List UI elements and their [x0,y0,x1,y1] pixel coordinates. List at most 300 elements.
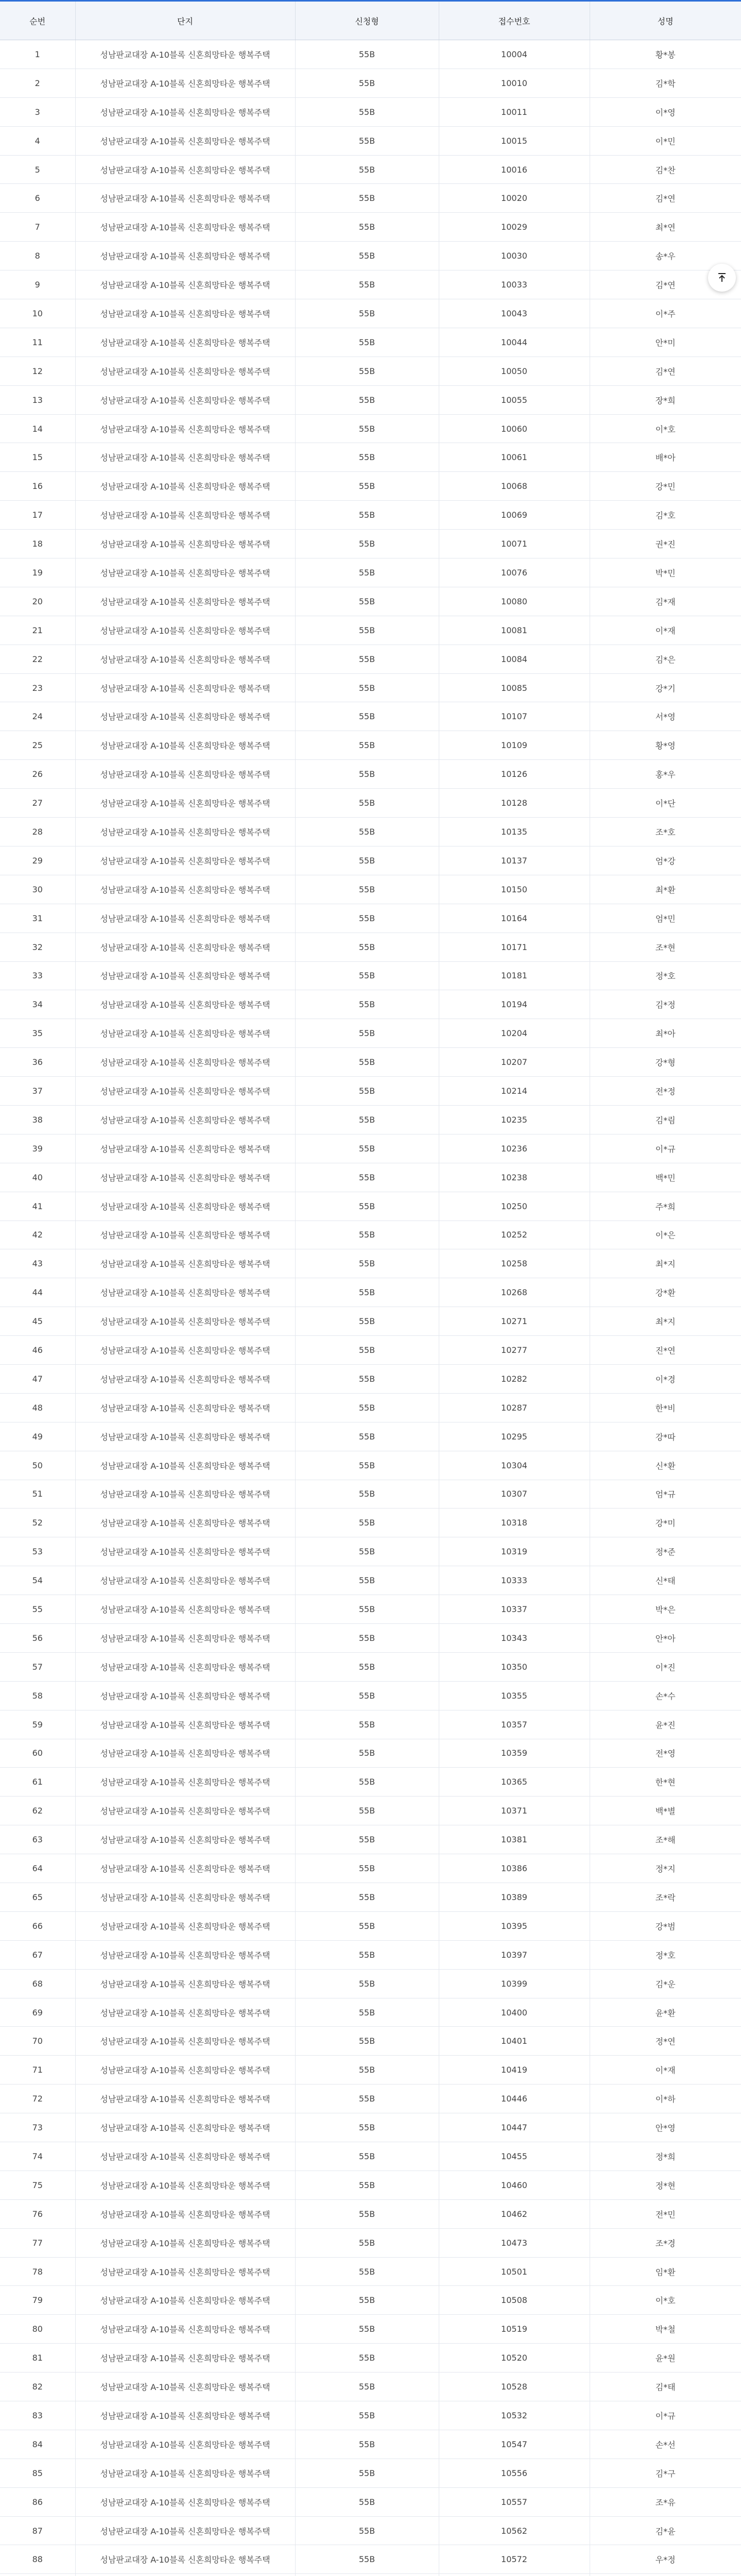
cell-complex: 성남판교대장 A-10블록 신혼희망타운 행복주택 [75,587,295,616]
table-row [0,1249,741,1278]
cell-no: 77 [0,2228,75,2257]
cell-type: 55B [295,97,439,126]
column-header-complex: 단지 [75,1,295,40]
cell-no: 54 [0,1566,75,1595]
cell-type: 55B [295,530,439,558]
cell-type [295,2574,439,2576]
cell-receipt: 10050 [439,357,590,385]
cell-complex [75,2574,295,2576]
cell-receipt: 10508 [439,2286,590,2315]
cell-no: 51 [0,1480,75,1509]
cell-type: 55B [295,1509,439,1537]
cell-name: 이*민 [590,126,741,155]
cell-no: 86 [0,2487,75,2516]
table-row [0,443,741,472]
cell-type: 55B [295,2459,439,2487]
cell-no: 75 [0,2171,75,2199]
cell-type: 55B [295,760,439,789]
table-row [0,990,741,1019]
cell-complex: 성남판교대장 A-10블록 신혼희망타운 행복주택 [75,1537,295,1566]
cell-complex: 성남판교대장 A-10블록 신혼희망타운 행복주택 [75,1105,295,1134]
table-row [0,1623,741,1652]
cell-name: 이*단 [590,789,741,818]
cell-complex: 성남판교대장 A-10블록 신혼희망타운 행복주택 [75,1623,295,1652]
cell-receipt: 10109 [439,731,590,760]
cell-name: 김*태 [590,2372,741,2401]
cell-name: 장*희 [590,385,741,414]
cell-no: 29 [0,846,75,875]
cell-no: 36 [0,1048,75,1077]
table-row [0,213,741,242]
cell-name: 박*철 [590,2315,741,2344]
table-row [0,2315,741,2344]
cell-receipt: 10268 [439,1278,590,1307]
cell-complex: 성남판교대장 A-10블록 신혼희망타운 행복주택 [75,1998,295,2027]
cell-type: 55B [295,1451,439,1480]
table-row [0,1278,741,1307]
cell-name: 조*해 [590,1825,741,1854]
cell-complex: 성남판교대장 A-10블록 신혼희망타운 행복주택 [75,616,295,645]
cell-name: 이*규 [590,1134,741,1163]
cell-complex: 성남판교대장 A-10블록 신혼희망타운 행복주택 [75,1768,295,1797]
cell-no: 65 [0,1883,75,1912]
cell-no: 76 [0,2199,75,2228]
cell-receipt: 10501 [439,2257,590,2286]
cell-complex: 성남판교대장 A-10블록 신혼희망타운 행복주택 [75,1509,295,1537]
cell-complex: 성남판교대장 A-10블록 신혼희망타운 행복주택 [75,97,295,126]
cell-receipt: 10473 [439,2228,590,2257]
table-row [0,702,741,731]
cell-receipt: 10011 [439,97,590,126]
cell-complex: 성남판교대장 A-10블록 신혼희망타운 행복주택 [75,530,295,558]
table-row [0,2574,741,2576]
cell-name: 강*기 [590,673,741,702]
table-row [0,242,741,270]
cell-type: 55B [295,1537,439,1566]
cell-type: 55B [295,2430,439,2459]
cell-type: 55B [295,1336,439,1365]
cell-receipt: 10337 [439,1595,590,1624]
cell-complex: 성남판교대장 A-10블록 신혼희망타운 행복주택 [75,846,295,875]
cell-receipt: 10562 [439,2516,590,2545]
cell-no: 38 [0,1105,75,1134]
cell-type: 55B [295,2257,439,2286]
table-row [0,1307,741,1336]
cell-type: 55B [295,155,439,184]
cell-no: 30 [0,875,75,904]
cell-complex: 성남판교대장 A-10블록 신혼희망타운 행복주택 [75,1364,295,1393]
cell-name: 엄*강 [590,846,741,875]
cell-no: 21 [0,616,75,645]
cell-receipt [439,2574,590,2576]
cell-complex: 성남판교대장 A-10블록 신혼희망타운 행복주택 [75,1134,295,1163]
table-row [0,1048,741,1077]
table-row [0,1134,741,1163]
cell-no: 52 [0,1509,75,1537]
cell-name: 강*민 [590,472,741,501]
table-row [0,1940,741,1969]
table-header-row [0,1,741,40]
cell-name: 이*재 [590,2056,741,2084]
cell-receipt: 10135 [439,818,590,846]
table-row [0,2286,741,2315]
table-row [0,2142,741,2171]
cell-receipt: 10061 [439,443,590,472]
cell-type: 55B [295,1192,439,1221]
table-row [0,155,741,184]
scroll-to-top-button[interactable] [708,264,736,292]
cell-complex: 성남판교대장 A-10블록 신혼희망타운 행복주택 [75,1883,295,1912]
table-row [0,501,741,530]
table-row [0,846,741,875]
cell-receipt: 10350 [439,1652,590,1681]
cell-complex: 성남판교대장 A-10블록 신혼희망타운 행복주택 [75,1566,295,1595]
table-row [0,1019,741,1048]
cell-name: 우*정 [590,2545,741,2574]
cell-type: 55B [295,1249,439,1278]
table-row [0,1797,741,1825]
cell-complex: 성남판교대장 A-10블록 신혼희망타운 행복주택 [75,213,295,242]
table-row [0,2430,741,2459]
cell-receipt: 10084 [439,645,590,673]
cell-complex: 성남판교대장 A-10블록 신혼희망타운 행복주택 [75,242,295,270]
cell-no: 39 [0,1134,75,1163]
cell-receipt: 10319 [439,1537,590,1566]
cell-receipt: 10071 [439,530,590,558]
cell-receipt: 10164 [439,904,590,933]
table-row [0,2027,741,2056]
cell-receipt: 10359 [439,1739,590,1768]
cell-type: 55B [295,1134,439,1163]
cell-no: 8 [0,242,75,270]
cell-complex: 성남판교대장 A-10블록 신혼희망타운 행복주택 [75,1336,295,1365]
cell-complex: 성남판교대장 A-10블록 신혼희망타운 행복주택 [75,2459,295,2487]
cell-name: 조*유 [590,2487,741,2516]
cell-complex: 성남판교대장 A-10블록 신혼희망타운 행복주택 [75,1451,295,1480]
cell-receipt: 10519 [439,2315,590,2344]
cell-name: 이*영 [590,97,741,126]
cell-no: 67 [0,1940,75,1969]
table-row [0,1768,741,1797]
cell-type: 55B [295,1739,439,1768]
cell-complex: 성남판교대장 A-10블록 신혼희망타운 행복주택 [75,1940,295,1969]
table-row [0,2171,741,2199]
cell-complex: 성남판교대장 A-10블록 신혼희망타운 행복주택 [75,357,295,385]
cell-complex: 성남판교대장 A-10블록 신혼희망타운 행복주택 [75,472,295,501]
cell-complex: 성남판교대장 A-10블록 신혼희망타운 행복주택 [75,2430,295,2459]
cell-no: 78 [0,2257,75,2286]
table-row [0,731,741,760]
cell-no: 85 [0,2459,75,2487]
cell-receipt: 10010 [439,69,590,97]
cell-no: 56 [0,1623,75,1652]
cell-complex: 성남판교대장 A-10블록 신혼희망타운 행복주택 [75,501,295,530]
cell-type: 55B [295,184,439,213]
cell-complex: 성남판교대장 A-10블록 신혼희망타운 행복주택 [75,1911,295,1940]
cell-type: 55B [295,1393,439,1422]
cell-no: 22 [0,645,75,673]
cell-no: 59 [0,1710,75,1739]
cell-type: 55B [295,645,439,673]
table-row [0,1336,741,1365]
table-row [0,961,741,990]
table-row [0,673,741,702]
cell-name: 이*규 [590,2401,741,2430]
cell-complex: 성남판교대장 A-10블록 신혼희망타운 행복주택 [75,385,295,414]
cell-name: 임*환 [590,2257,741,2286]
cell-name: 박*민 [590,558,741,587]
cell-complex: 성남판교대장 A-10블록 신혼희망타운 행복주택 [75,1854,295,1883]
cell-no: 3 [0,97,75,126]
cell-receipt: 10207 [439,1048,590,1077]
cell-type: 55B [295,1825,439,1854]
cell-complex: 성남판교대장 A-10블록 신혼희망타운 행복주택 [75,1480,295,1509]
table-row [0,1509,741,1537]
table-row [0,2372,741,2401]
cell-receipt: 10076 [439,558,590,587]
cell-complex: 성남판교대장 A-10블록 신혼희망타운 행복주택 [75,1652,295,1681]
table-row [0,2516,741,2545]
cell-complex: 성남판교대장 A-10블록 신혼희망타운 행복주택 [75,760,295,789]
cell-receipt: 10520 [439,2344,590,2372]
cell-type: 55B [295,673,439,702]
cell-receipt: 10397 [439,1940,590,1969]
table-row [0,40,741,69]
table-row [0,1969,741,1998]
cell-no: 58 [0,1681,75,1710]
cell-name: 김*재 [590,587,741,616]
cell-receipt: 10307 [439,1480,590,1509]
cell-receipt: 10081 [439,616,590,645]
cell-type: 55B [295,1480,439,1509]
cell-complex: 성남판교대장 A-10블록 신혼희망타운 행복주택 [75,1077,295,1106]
cell-name: 정*호 [590,961,741,990]
cell-receipt: 10455 [439,2142,590,2171]
cell-no: 12 [0,357,75,385]
cell-receipt: 10371 [439,1797,590,1825]
cell-complex: 성남판교대장 A-10블록 신혼희망타운 행복주택 [75,731,295,760]
cell-no: 10 [0,299,75,328]
cell-type: 55B [295,1998,439,2027]
table-row [0,97,741,126]
cell-complex: 성남판교대장 A-10블록 신혼희망타운 행복주택 [75,1739,295,1768]
table-row [0,1911,741,1940]
cell-name: 신*환 [590,1451,741,1480]
cell-complex: 성남판교대장 A-10블록 신혼희망타운 행복주택 [75,1249,295,1278]
cell-complex: 성남판교대장 A-10블록 신혼희망타운 행복주택 [75,673,295,702]
cell-type: 55B [295,1883,439,1912]
table-row [0,1883,741,1912]
cell-type: 55B [295,1623,439,1652]
table-row [0,414,741,443]
cell-type: 55B [295,2372,439,2401]
cell-type: 55B [295,2545,439,2574]
cell-receipt: 10355 [439,1681,590,1710]
cell-no: 24 [0,702,75,731]
cell-type: 55B [295,1077,439,1106]
cell-type: 55B [295,40,439,69]
cell-type: 55B [295,385,439,414]
cell-type: 55B [295,443,439,472]
cell-no: 33 [0,961,75,990]
cell-name: 안*미 [590,328,741,357]
cell-complex: 성남판교대장 A-10블록 신혼희망타운 행복주택 [75,40,295,69]
cell-no: 70 [0,2027,75,2056]
cell-no: 64 [0,1854,75,1883]
cell-name: 강*미 [590,1509,741,1537]
cell-no: 32 [0,933,75,961]
cell-receipt: 10055 [439,385,590,414]
cell-complex: 성남판교대장 A-10블록 신혼희망타운 행복주택 [75,875,295,904]
cell-name: 권*진 [590,530,741,558]
table-row [0,904,741,933]
cell-no: 53 [0,1537,75,1566]
cell-receipt: 10333 [439,1566,590,1595]
cell-type: 55B [295,299,439,328]
cell-no: 45 [0,1307,75,1336]
cell-complex: 성남판교대장 A-10블록 신혼희망타운 행복주택 [75,1797,295,1825]
cell-type: 55B [295,2056,439,2084]
cell-complex: 성남판교대장 A-10블록 신혼희망타운 행복주택 [75,1192,295,1221]
cell-name: 이*재 [590,616,741,645]
cell-type: 55B [295,1681,439,1710]
cell-receipt: 10128 [439,789,590,818]
cell-name: 정*지 [590,1854,741,1883]
cell-no: 11 [0,328,75,357]
cell-name: 전*민 [590,2199,741,2228]
cell-complex: 성남판교대장 A-10블록 신혼희망타운 행복주택 [75,443,295,472]
cell-type: 55B [295,990,439,1019]
cell-complex: 성남판교대장 A-10블록 신혼희망타운 행복주택 [75,328,295,357]
table-row [0,1681,741,1710]
cell-name: 강*형 [590,1048,741,1077]
cell-type: 55B [295,1768,439,1797]
cell-complex: 성남판교대장 A-10블록 신혼희망타운 행복주택 [75,2113,295,2142]
cell-type: 55B [295,2084,439,2113]
cell-no: 42 [0,1221,75,1249]
cell-no: 44 [0,1278,75,1307]
cell-type: 55B [295,213,439,242]
cell-no: 16 [0,472,75,501]
cell-complex: 성남판교대장 A-10블록 신혼희망타운 행복주택 [75,126,295,155]
cell-type: 55B [295,414,439,443]
cell-receipt: 10547 [439,2430,590,2459]
cell-no: 84 [0,2430,75,2459]
cell-complex: 성남판교대장 A-10블록 신혼희망타운 행복주택 [75,2545,295,2574]
cell-no: 83 [0,2401,75,2430]
table-row [0,2401,741,2430]
cell-name: 전*영 [590,1739,741,1768]
cell-type: 55B [295,126,439,155]
cell-type: 55B [295,1911,439,1940]
column-header-no: 순번 [0,1,75,40]
cell-name: 백*별 [590,1797,741,1825]
cell-name: 최*아 [590,1019,741,1048]
cell-complex: 성남판교대장 A-10블록 신혼희망타운 행복주택 [75,1307,295,1336]
table-row [0,933,741,961]
cell-no: 48 [0,1393,75,1422]
table-row [0,1739,741,1768]
cell-type: 55B [295,357,439,385]
cell-name: 엄*민 [590,904,741,933]
cell-name: 정*연 [590,2027,741,2056]
cell-name: 홍*우 [590,760,741,789]
cell-no: 81 [0,2344,75,2372]
cell-complex: 성남판교대장 A-10블록 신혼희망타운 행복주택 [75,2516,295,2545]
table-row [0,2084,741,2113]
cell-receipt: 10446 [439,2084,590,2113]
cell-type: 55B [295,328,439,357]
table-row [0,2545,741,2574]
cell-no: 14 [0,414,75,443]
cell-type: 55B [295,1221,439,1249]
table-row [0,1854,741,1883]
cell-name: 강*따 [590,1422,741,1451]
cell-receipt: 10282 [439,1364,590,1393]
cell-name: 주*희 [590,1192,741,1221]
cell-no: 62 [0,1797,75,1825]
cell-name: 백*민 [590,1163,741,1192]
cell-receipt: 10235 [439,1105,590,1134]
cell-no: 43 [0,1249,75,1278]
cell-name: 정*현 [590,2171,741,2199]
cell-name: 한*비 [590,1393,741,1422]
cell-name: 엄*규 [590,1480,741,1509]
cell-no: 28 [0,818,75,846]
cell-receipt: 10238 [439,1163,590,1192]
cell-complex: 성남판교대장 A-10블록 신혼희망타운 행복주택 [75,2084,295,2113]
table-row [0,1077,741,1106]
cell-no: 13 [0,385,75,414]
cell-name: 김*은 [590,645,741,673]
table-row [0,1105,741,1134]
table-row [0,1710,741,1739]
cell-receipt: 10400 [439,1998,590,2027]
cell-receipt: 10020 [439,184,590,213]
cell-type: 55B [295,2171,439,2199]
cell-type: 55B [295,2142,439,2171]
cell-no: 31 [0,904,75,933]
cell-name: 손*선 [590,2430,741,2459]
cell-receipt: 10016 [439,155,590,184]
cell-complex: 성남판교대장 A-10블록 신혼희망타운 행복주택 [75,1681,295,1710]
table-row [0,1480,741,1509]
cell-no: 49 [0,1422,75,1451]
cell-no: 55 [0,1595,75,1624]
cell-receipt: 10528 [439,2372,590,2401]
cell-receipt: 10381 [439,1825,590,1854]
cell-complex: 성남판교대장 A-10블록 신혼희망타운 행복주택 [75,155,295,184]
cell-no: 27 [0,789,75,818]
cell-complex: 성남판교대장 A-10블록 신혼희망타운 행복주택 [75,2056,295,2084]
table-row [0,1221,741,1249]
cell-receipt: 10214 [439,1077,590,1106]
cell-no: 17 [0,501,75,530]
cell-no: 20 [0,587,75,616]
cell-no: 9 [0,270,75,299]
cell-type: 55B [295,1163,439,1192]
table-row [0,645,741,673]
cell-type: 55B [295,2401,439,2430]
cell-complex: 성남판교대장 A-10블록 신혼희망타운 행복주택 [75,2228,295,2257]
cell-receipt: 10194 [439,990,590,1019]
cell-receipt: 10015 [439,126,590,155]
table-row [0,1537,741,1566]
cell-no: 1 [0,40,75,69]
cell-complex: 성남판교대장 A-10블록 신혼희망타운 행복주택 [75,2487,295,2516]
cell-type: 55B [295,2027,439,2056]
cell-complex: 성남판교대장 A-10블록 신혼희망타운 행복주택 [75,2401,295,2430]
